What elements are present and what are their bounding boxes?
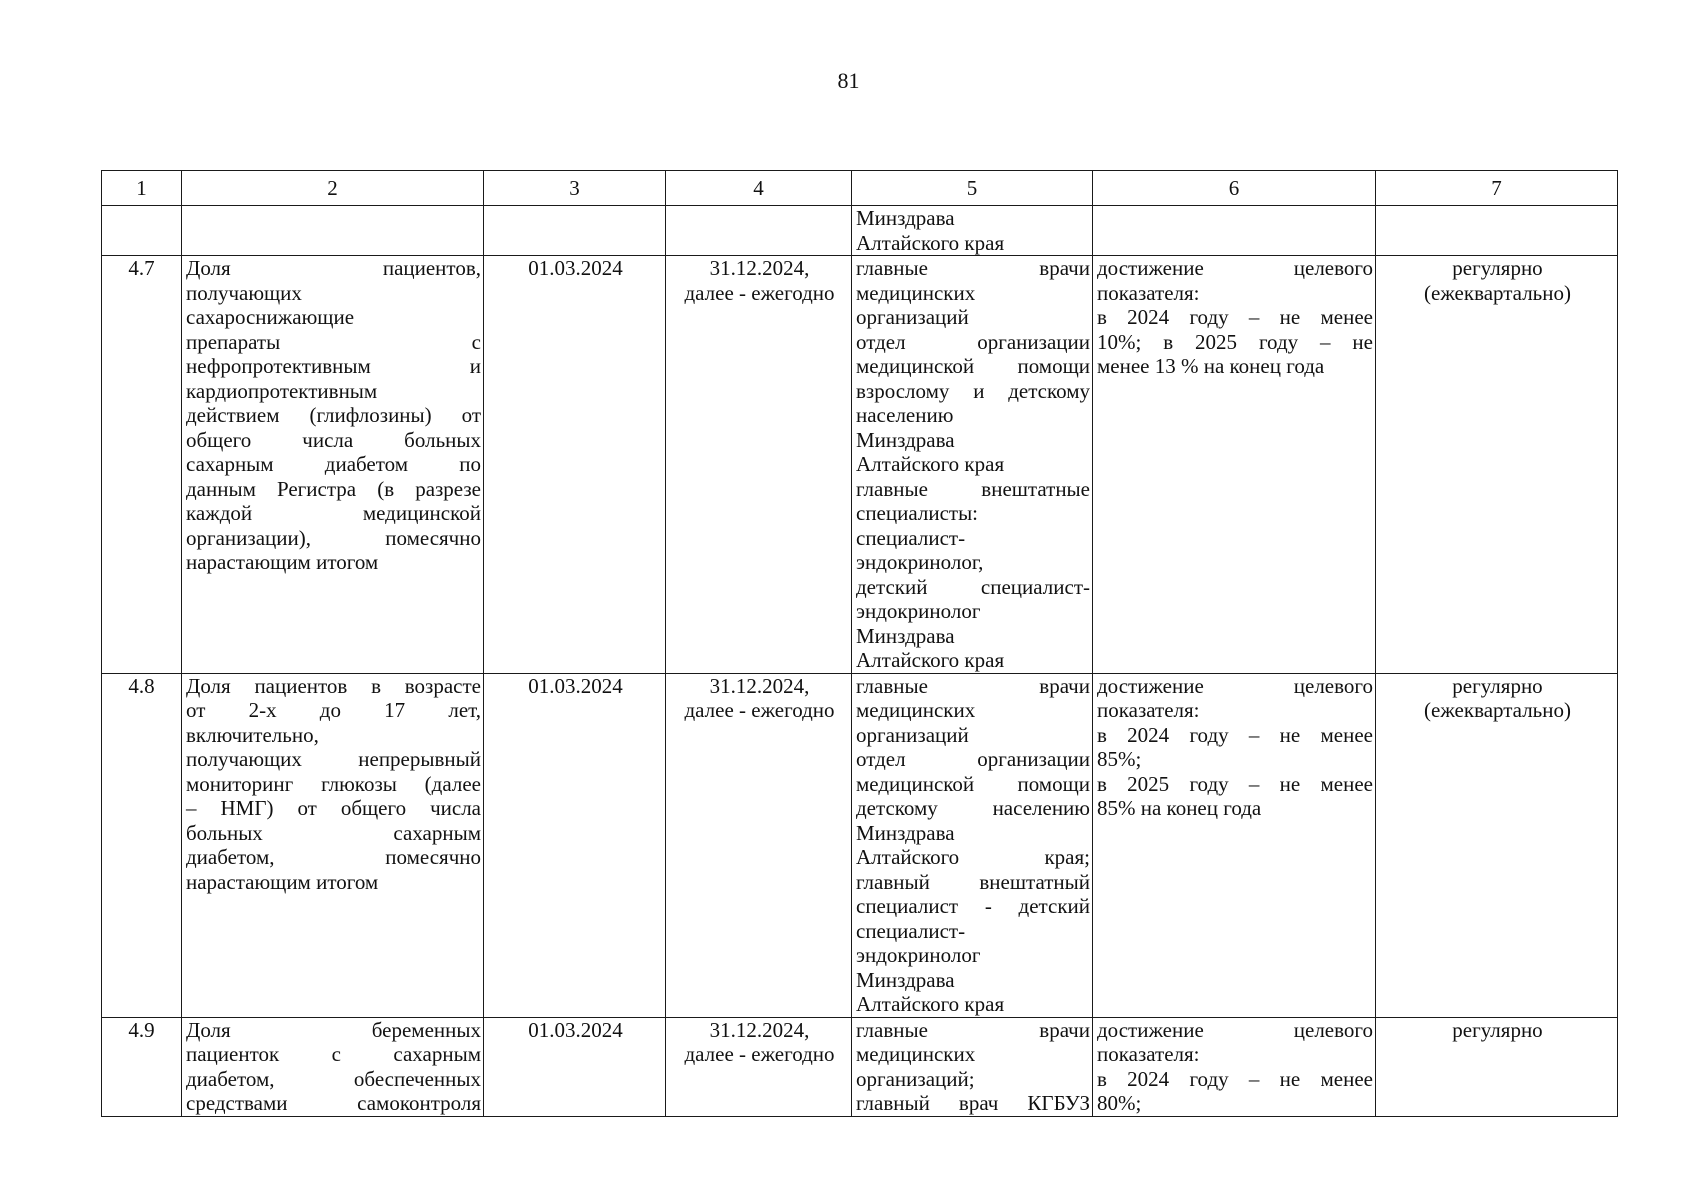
text-line: препараты с — [186, 329, 481, 354]
text-line: главные внештатные — [856, 476, 1090, 501]
text-line: специалист - детский — [856, 894, 1090, 918]
text-line: взрослому и детскому — [856, 378, 1090, 403]
start-date: 01.03.2024 — [528, 256, 623, 280]
text-line: Алтайского края — [856, 452, 1005, 476]
cell-description — [182, 673, 484, 1017]
column-header-4: 4 — [666, 171, 852, 206]
text-line: населению — [856, 403, 954, 427]
table-row — [102, 1017, 1618, 1116]
table-row — [102, 673, 1618, 1017]
text-line: Алтайского края — [856, 992, 1005, 1016]
end-date-line: 31.12.2024, — [709, 256, 810, 280]
cell-num — [102, 1017, 182, 1116]
text-line: от 2-х до 17 лет, — [186, 698, 481, 722]
text-line: показателя: — [1097, 698, 1200, 722]
cell-start-date — [484, 673, 666, 1017]
text-line: средствами самоконтроля — [186, 1091, 481, 1115]
text-line: главные врачи — [856, 256, 1090, 280]
continuation-row — [102, 206, 1618, 256]
text-line: нарастающим итогом — [186, 869, 379, 894]
text-line: организации), помесячно — [186, 525, 481, 550]
text-line: достижение целевого — [1097, 673, 1373, 698]
column-header-3: 3 — [484, 171, 666, 206]
text-line: в 2024 году – не менее — [1097, 1066, 1373, 1091]
frequency-line: регулярно — [1452, 673, 1543, 698]
text-line: специалисты: — [856, 501, 979, 525]
cell-responsible — [852, 256, 1093, 674]
text-line: действием (глифлозины) от — [186, 403, 481, 427]
text-line: – НМГ) от общего числа — [186, 796, 481, 820]
text-line: Минздрава — [856, 820, 955, 845]
text-line: получающих непрерывный — [186, 747, 481, 771]
cell-start-date — [484, 206, 666, 256]
text-line: достижение целевого — [1097, 1017, 1373, 1042]
text-line: медицинских — [856, 280, 976, 305]
cell-responsible — [852, 673, 1093, 1017]
text-line: 85% на конец года — [1097, 796, 1262, 820]
text-line: показателя: — [1097, 280, 1200, 305]
cell-description — [182, 1017, 484, 1116]
cell-num — [102, 673, 182, 1017]
column-header-7: 7 — [1376, 171, 1618, 206]
frequency-line: регулярно — [1452, 256, 1543, 280]
text-line: Алтайского края — [856, 648, 1005, 672]
end-date-line: 31.12.2024, — [709, 673, 810, 698]
text-line: Минздрава — [856, 967, 955, 992]
end-date-line: далее - ежегодно — [684, 280, 835, 305]
text-line: нарастающим итогом — [186, 550, 379, 574]
text-line: специалист- — [856, 525, 966, 550]
cell-responsible — [852, 1017, 1093, 1116]
text-line: Минздрава — [856, 623, 955, 648]
frequency-line: (ежеквартально) — [1424, 280, 1571, 305]
cell-frequency — [1376, 256, 1618, 674]
text-line: организаций — [856, 722, 969, 747]
column-header-5: 5 — [852, 171, 1093, 206]
text-line: сахароснижающие — [186, 305, 355, 329]
text-line: Алтайского края; — [856, 845, 1090, 869]
text-line: 10%; в 2025 году – не — [1097, 329, 1373, 354]
text-line: данным Регистра (в разрезе — [186, 476, 481, 501]
start-date: 01.03.2024 — [528, 1017, 623, 1042]
text-line: Доля пациентов в возрасте — [186, 673, 481, 698]
column-header-2: 2 — [182, 171, 484, 206]
text-line: медицинских — [856, 698, 976, 722]
text-line: в 2025 году – не менее — [1097, 771, 1373, 796]
text-line: в 2024 году – не менее — [1097, 722, 1373, 747]
text-line: нефропротективным и — [186, 354, 481, 378]
text-line: главные врачи — [856, 673, 1090, 698]
text-line: медицинской помощи — [856, 354, 1090, 378]
table-row — [102, 256, 1618, 674]
text-line: специалист- — [856, 918, 966, 943]
cell-frequency — [1376, 206, 1618, 256]
text-line: Алтайского края — [856, 230, 1005, 255]
text-line: детский специалист- — [856, 574, 1090, 599]
plan-table — [101, 170, 1618, 1117]
text-line: медицинских — [856, 1042, 976, 1066]
text-line: организаций — [856, 305, 969, 329]
row-number: 4.9 — [128, 1017, 155, 1042]
cell-responsible — [852, 206, 1093, 256]
text-line: отдел организации — [856, 747, 1090, 771]
end-date-line: далее - ежегодно — [684, 1042, 835, 1066]
column-header-1: 1 — [102, 171, 182, 206]
text-line: кардиопротективным — [186, 378, 378, 403]
cell-end-date — [666, 256, 852, 674]
text-line: эндокринолог — [856, 599, 981, 623]
text-line: эндокринолог, — [856, 550, 984, 574]
text-line: 80%; — [1097, 1091, 1142, 1115]
text-line: диабетом, обеспеченных — [186, 1066, 481, 1091]
cell-end-date — [666, 1017, 852, 1116]
text-line: включительно, — [186, 722, 319, 747]
text-line: 85%; — [1097, 747, 1142, 771]
header-row — [102, 171, 1618, 206]
text-line: достижение целевого — [1097, 256, 1373, 280]
cell-frequency — [1376, 1017, 1618, 1116]
page-number: 81 — [837, 68, 860, 93]
text-line: сахарным диабетом по — [186, 452, 481, 476]
text-line: главный внештатный — [856, 869, 1090, 894]
end-date-line: 31.12.2024, — [709, 1017, 810, 1042]
cell-frequency — [1376, 673, 1618, 1017]
cell-description — [182, 206, 484, 256]
row-number: 4.8 — [128, 673, 155, 698]
cell-description — [182, 256, 484, 674]
cell-end-date — [666, 206, 852, 256]
text-line: получающих — [186, 280, 302, 305]
text-line: медицинской помощи — [856, 771, 1090, 796]
text-line: Минздрава — [856, 206, 955, 230]
text-line: эндокринолог — [856, 943, 981, 967]
end-date-line: далее - ежегодно — [684, 698, 835, 722]
text-line: детскому населению — [856, 796, 1090, 820]
cell-result — [1093, 206, 1376, 256]
cell-result — [1093, 673, 1376, 1017]
cell-result — [1093, 256, 1376, 674]
cell-end-date — [666, 673, 852, 1017]
text-line: больных сахарным — [186, 820, 481, 845]
text-line: главные врачи — [856, 1017, 1090, 1042]
frequency-line: регулярно — [1452, 1017, 1543, 1042]
text-line: в 2024 году – не менее — [1097, 305, 1373, 329]
cell-start-date — [484, 256, 666, 674]
text-line: пациенток с сахарным — [186, 1042, 481, 1066]
text-line: каждой медицинской — [186, 501, 481, 525]
cell-num — [102, 206, 182, 256]
text-line: Доля пациентов, — [186, 256, 481, 280]
cell-num — [102, 256, 182, 674]
text-line: организаций; — [856, 1066, 975, 1091]
text-line: диабетом, помесячно — [186, 845, 481, 869]
text-line: отдел организации — [856, 329, 1090, 354]
text-line: Доля беременных — [186, 1017, 481, 1042]
text-line: мониторинг глюкозы (далее — [186, 771, 481, 796]
start-date: 01.03.2024 — [528, 673, 623, 698]
text-line: главный врач КГБУЗ — [856, 1091, 1090, 1115]
text-line: общего числа больных — [186, 427, 481, 452]
cell-start-date — [484, 1017, 666, 1116]
column-header-6: 6 — [1093, 171, 1376, 206]
row-number: 4.7 — [128, 256, 155, 280]
text-line: менее 13 % на конец года — [1097, 354, 1325, 378]
text-line: показателя: — [1097, 1042, 1200, 1066]
text-line: Минздрава — [856, 427, 955, 452]
frequency-line: (ежеквартально) — [1424, 698, 1571, 722]
cell-result — [1093, 1017, 1376, 1116]
